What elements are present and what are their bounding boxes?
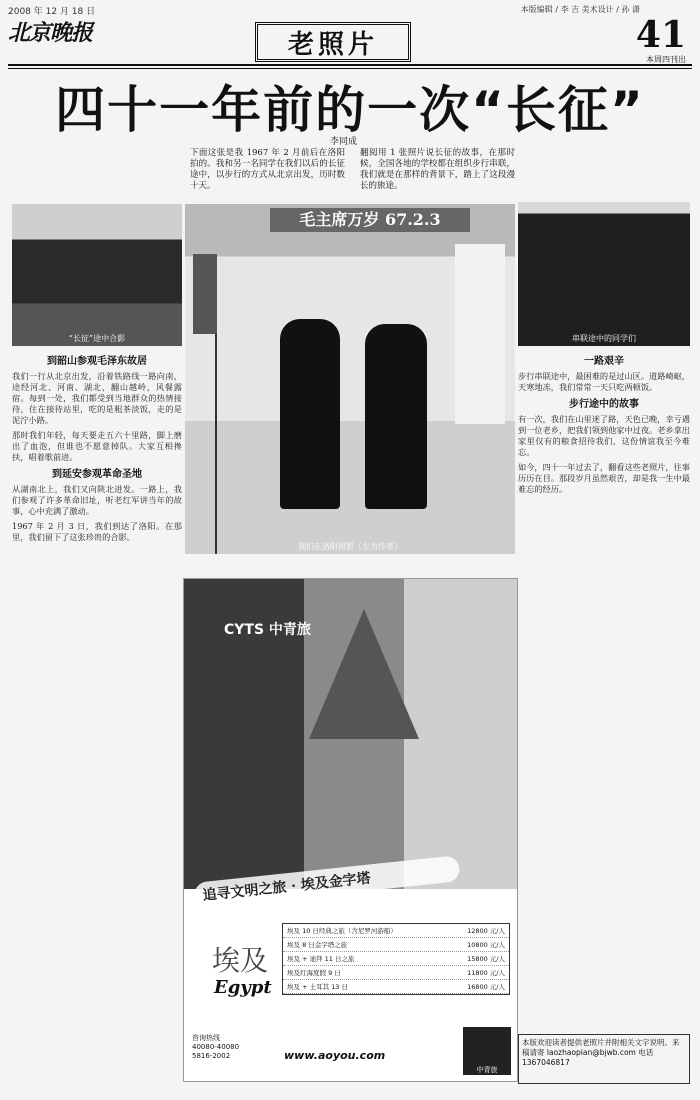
ad-slogan: 追寻文明之旅 · 埃及金字塔 [193,855,460,909]
price-row: 埃及 + 土耳其 13 日 16800 元/人 [283,980,509,994]
column-subheading: 步行途中的故事 [569,399,639,410]
column-paragraph: 如今，四十一年过去了，翻看这些老照片，往事历历在目。那段岁月虽然艰苦，却是我一生中最难忘的经历。 [518,462,690,494]
column-paragraph: 有一次，我们在山里迷了路，天色已晚，幸亏遇到一位老乡，把我们领到他家中过夜。老乡拿出家里仅有的粮食招待我们，这份情谊我至今难忘。 [518,414,690,457]
banner [455,244,505,424]
travel-advertisement [183,578,518,1082]
page-label: 本周四刊出 [646,55,686,64]
ad-destination-cn: 埃及 [212,944,269,977]
article-byline: 李同成 [330,137,358,147]
ad-phone: 咨询热线 40080-40080 5816-2002 [192,1034,240,1060]
photo-caption: “长征”途中合影 [68,334,126,343]
column-subheading: 一路艰辛 [584,356,624,367]
intro-paragraph: 翻阅用 1 张照片说长征的故事，在那时候，全国各地的学校都在组织步行串联，我们就是在那样的背景下，踏上了这段漫长的旅途。 [360,148,515,191]
left-text-column [12,350,182,1085]
column-paragraph: 从湖南北上，我们又向陕北进发。一路上，我们参观了许多革命旧址，听老红军讲当年的故事，心中充满了激动。 [12,484,182,516]
newspaper-masthead: 北京晚报 [8,20,93,46]
building-sign: 毛主席万岁 67.2.3 [270,208,470,232]
price-row: 埃及红海度假 9 日 11800 元/人 [283,966,509,980]
header-rule [8,64,692,66]
column-subheading: 到延安参观革命圣地 [52,469,142,480]
flag [193,254,217,334]
ad-photo-collage [184,579,517,889]
article-headline: 四十一年前的一次“长征” [55,81,645,139]
editor-credits: 本版编辑 / 李 吉 美术设计 / 孙 潇 [520,5,640,14]
ad-price-table [282,923,510,995]
column-paragraph: 我们一行从北京出发，沿着铁路线一路向南，途经河北、河南、湖北，翻山越岭，风餐露宿。每到一处，我们都受到当地群众的热情接待，住在接待站里，吃的是粗茶淡饭，走的是泥泞小路。 [12,371,182,425]
photo-caption: 我们在洛阳留影（左为作者） [298,542,402,551]
group-photo-right [518,202,690,346]
ad-destination-en: Egypt [214,977,272,998]
page-number: 41 [635,14,686,56]
price-row: 埃及 10 日经典之旅（含尼罗河游船） 12800 元/人 [283,924,509,938]
person-figure [365,324,427,509]
column-paragraph: 1967 年 2 月 3 日，我们到达了洛阳。在那里，我们留下了这张珍贵的合影。 [12,521,182,542]
pyramid-image [309,609,419,739]
price-row: 埃及 + 迪拜 11 日之旅 15800 元/人 [283,952,509,966]
ad-website-link[interactable]: www.aoyou.com [284,1049,386,1062]
header-rule-thin [8,68,692,69]
column-subheading: 到韶山参观毛泽东故居 [47,356,147,367]
column-paragraph: 步行串联途中，最困难的是过山区。道路崎岖，天寒地冻，我们常常一天只吃两顿饭。 [518,371,690,392]
person-figure [280,319,340,509]
column-paragraph: 那时我们年轻，每天要走五六十里路，脚上磨出了血泡，但谁也不愿意掉队。大家互相搀扶，唱着歌前进。 [12,430,182,462]
group-photo-left [12,204,182,346]
photo-caption: 串联途中的同学们 [572,334,636,343]
ad-brand-logo: 中青旅 [463,1027,511,1075]
submission-note: 本版欢迎读者提供老照片并附相关文字说明。来稿请寄 laozhaopian@bjwb.com 电话 1367046817 [518,1034,690,1084]
issue-date: 2008 年 12 月 18 日 [8,7,96,17]
right-text-column [518,350,690,1085]
section-title: 老照片 [255,22,411,62]
main-photo [185,204,515,554]
ad-logo: CYTS 中青旅 [224,622,311,638]
price-row: 埃及 8 日金字塔之旅 10800 元/人 [283,938,509,952]
intro-paragraph: 下面这张是我 1967 年 2 月前后在洛阳拍的。我和另一名同学在我们以后的长征途中，以步行的方式从北京出发，历时数十天。 [190,148,345,191]
